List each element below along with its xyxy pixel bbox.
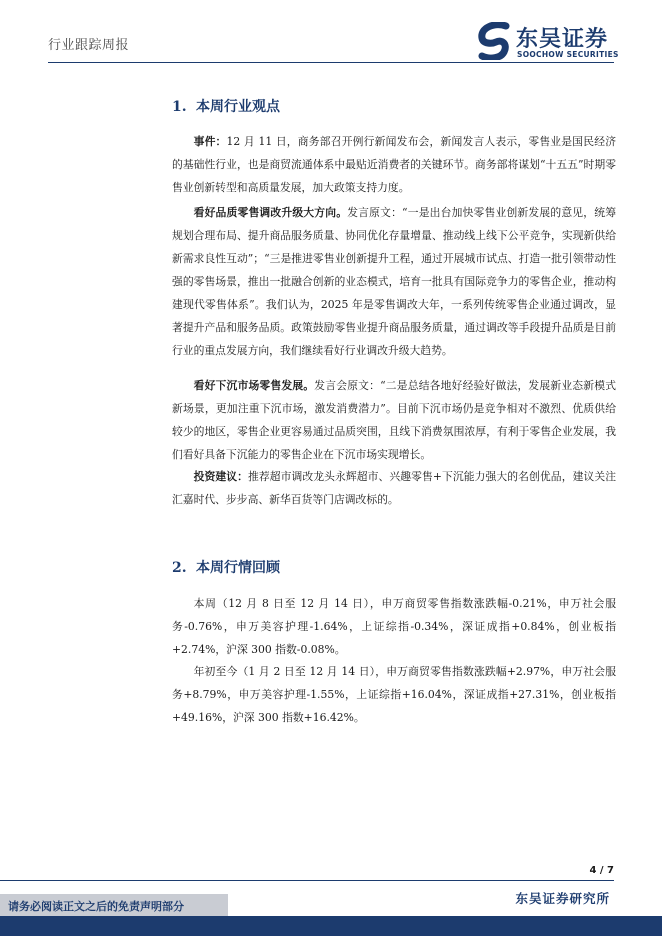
section-2-heading xyxy=(172,557,280,577)
section-1-number: 1. xyxy=(172,99,187,115)
lower-tier-market-lead: 看好下沉市场零售发展。 xyxy=(193,379,315,392)
section-1-heading xyxy=(172,96,280,116)
event-lead: 事件： xyxy=(193,135,227,148)
weekly-market-paragraph: 本周（12 月 8 日至 12 月 14 日），申万商贸零售指数涨跌幅-0.21%，申万社会服务-0.76%，申万美容护理-1.64%，上证综指-0.34%，深证成指+0.84%，创业板指+2.74%，沪深 300 指数-0.08%。 xyxy=(172,597,616,656)
page-number: 4 / 7 xyxy=(589,865,614,876)
institute-name: 东吴证券研究所 xyxy=(515,891,610,906)
section-2-title: 本周行情回顾 xyxy=(196,560,280,576)
event-paragraph xyxy=(172,130,616,199)
company-logo xyxy=(476,22,626,62)
lower-tier-market-paragraph xyxy=(172,374,616,466)
investment-advice-text: 推荐超市调改龙头永辉超市、兴趣零售+下沉能力强大的名创优品，建议关注汇嘉时代、步步高、新华百货等门店调改标的。 xyxy=(172,470,616,506)
logo-chinese-text: 东吴证券 xyxy=(516,27,609,52)
soochow-logo-icon xyxy=(476,22,512,60)
event-text: 12 月 11 日，商务部召开例行新闻发布会，新闻发言人表示，零售业是国民经济的基础性行业，也是商贸流通体系中最贴近消费者的关键环节。商务部将谋划“十五五”时期零售业创新转型和高质量发展，加大政策支持力度。 xyxy=(172,135,616,194)
quality-retail-lead: 看好品质零售调改升级大方向。 xyxy=(193,206,348,219)
disclaimer-text: 请务必阅读正文之后的免责声明部分 xyxy=(8,900,184,913)
quality-retail-text: 发言原文：“一是出台加快零售业创新发展的意见，统筹规划合理布局、提升商品服务质量、协同优化存量增量、推动线上线下公平竞争，实现新供给新需求良性互动”；“三是推进零售业创新提升工程，通过开展城市试点、打造一批引领带动性强的零售场景，推出一批融合创新的业态模式，培育一批具有国际竞争力的零售企业，推动构建现代零售体系”。我们认为，2025 年是零售调改大年，一系列传统零售企业通过调改，显著提升产品和服务品质。政策鼓励零售业提升商品服务质量，通过调改等手段提升品质是目前行业的重点发展方向，我们继续看好行业调改升级大趋势。 xyxy=(172,206,616,357)
lower-tier-market-text: 发言会原文：“二是总结各地好经验好做法，发展新业态新模式新场景，更加注重下沉市场，激发消费潜力”。目前下沉市场仍是竞争相对不激烈、优质供给较少的地区，零售企业更容易通过品质突围，且线下消费氛围浓厚，有利于零售企业发展，我们看好具备下沉能力的零售企业在下沉市场实现增长。 xyxy=(172,379,616,461)
investment-advice-paragraph xyxy=(172,465,616,511)
header-divider xyxy=(48,62,614,63)
bottom-bar xyxy=(0,916,662,936)
quality-retail-paragraph xyxy=(172,201,616,362)
disclaimer-banner xyxy=(0,894,228,916)
investment-advice-lead: 投资建议： xyxy=(193,470,248,483)
ytd-market-paragraph: 年初至今（1 月 2 日至 12 月 14 日），申万商贸零售指数涨跌幅+2.97%，申万社会服务+8.79%，申万美容护理-1.55%，上证综指+16.04%，深证成指+27.31%，创业板指+49.16%，沪深 300 指数+16.42%。 xyxy=(172,665,616,724)
report-type-label: 行业跟踪周报 xyxy=(48,38,130,53)
footer-divider xyxy=(0,880,614,881)
section-1-title: 本周行业观点 xyxy=(196,99,280,115)
section-2-number: 2. xyxy=(172,560,187,576)
logo-english-text: SOOCHOW SECURITIES xyxy=(517,50,619,59)
